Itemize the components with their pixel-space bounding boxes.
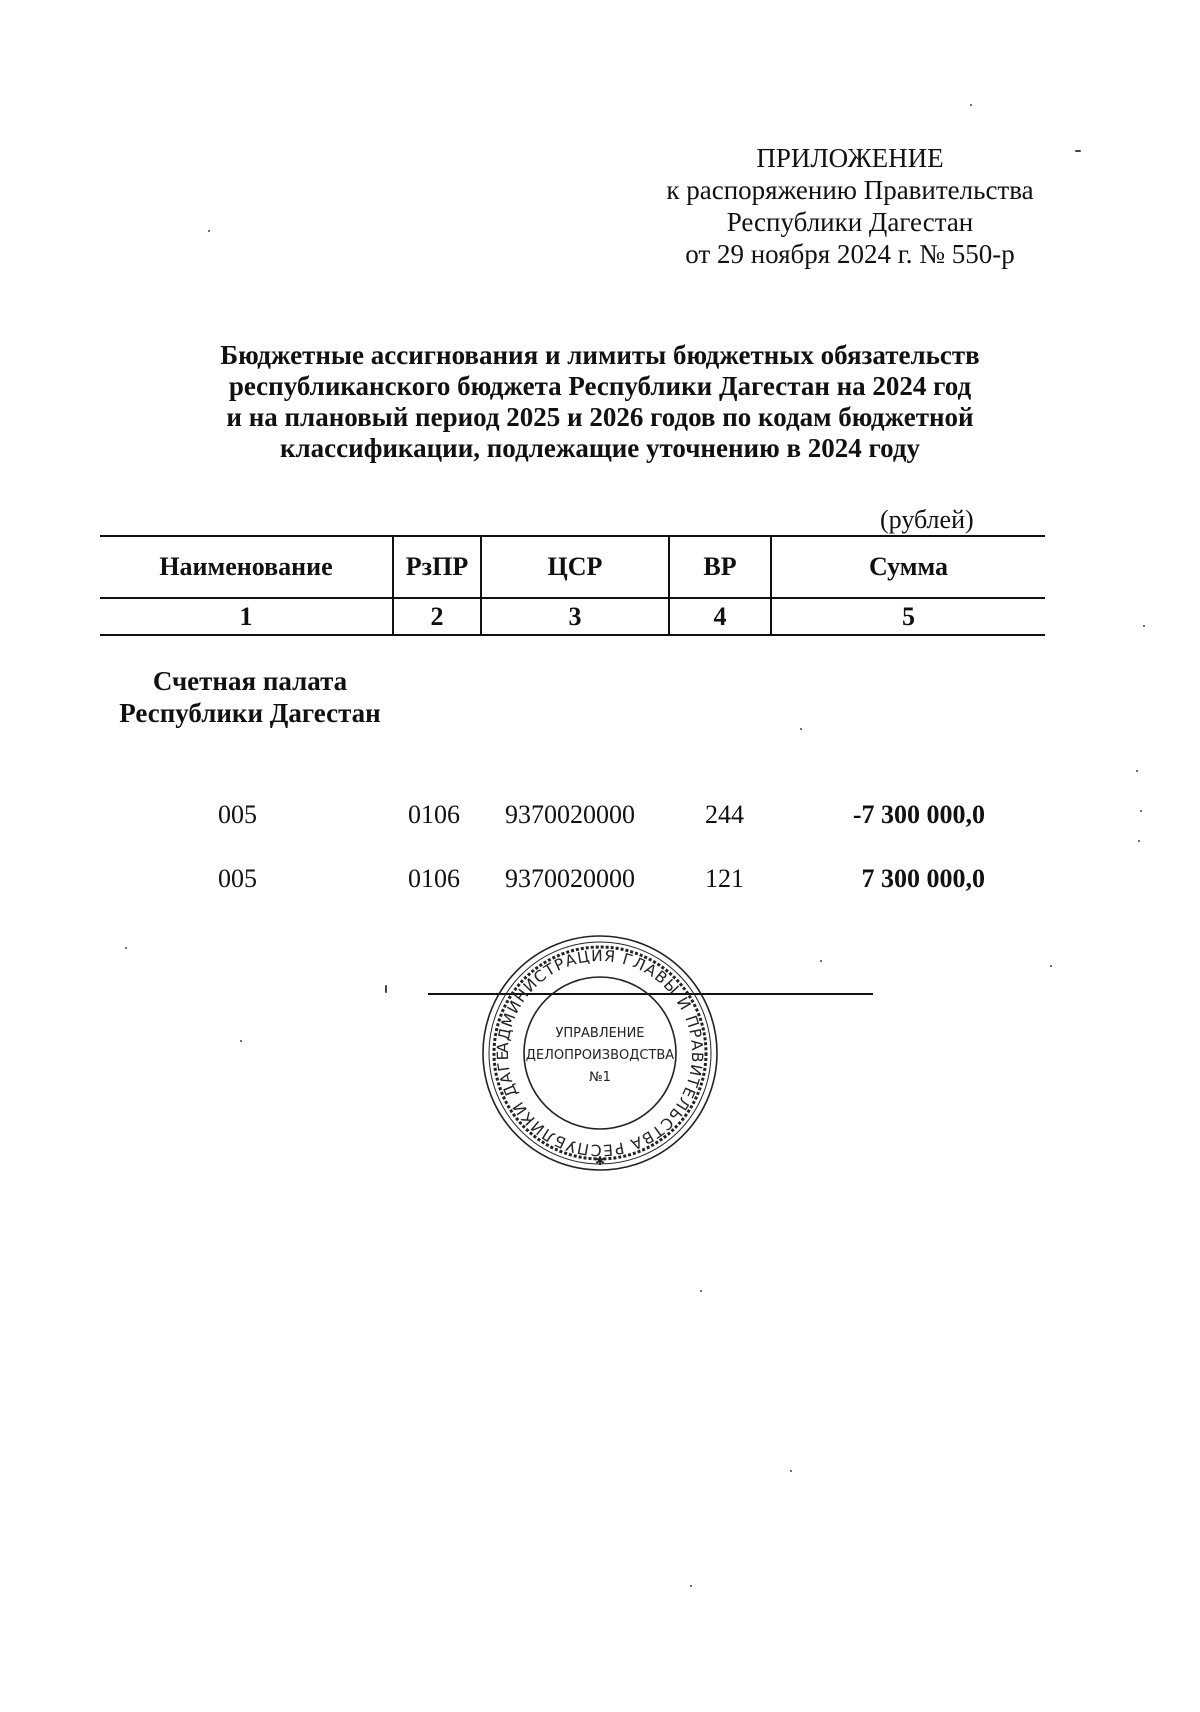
- appendix-header: [600, 142, 1100, 270]
- column-number: 1: [239, 601, 253, 631]
- scan-speck: [790, 1470, 792, 1472]
- column-number: 2: [430, 601, 444, 631]
- row-vr: 244: [705, 800, 744, 829]
- scan-speck: [125, 947, 127, 949]
- document-title: [160, 340, 1040, 464]
- official-stamp: [479, 932, 721, 1179]
- appendix-date-number: от 29 ноября 2024 г. № 550-р: [685, 239, 1015, 269]
- row-csr: 9370020000: [505, 800, 635, 829]
- stamp-line-2: ДЕЛОПРОИЗВОДСТВА: [525, 1048, 675, 1063]
- header-rzpr: РзПР: [405, 552, 469, 581]
- row-amount: -7 300 000,0: [852, 800, 985, 829]
- appendix-label: ПРИЛОЖЕНИЕ: [756, 143, 944, 173]
- column-number: 3: [568, 601, 582, 631]
- row-rzpr: 0106: [408, 800, 460, 829]
- title-line-3: и на плановый период 2025 и 2026 годов по кодам бюджетной: [226, 402, 974, 432]
- header-csr: ЦСР: [547, 552, 603, 581]
- scan-speck: [1050, 965, 1052, 967]
- row-vr: 121: [705, 864, 744, 893]
- organization-line-1: Счетная палата: [152, 666, 348, 696]
- scan-speck: [1075, 150, 1081, 152]
- stamp-line-3: №1: [589, 1070, 611, 1085]
- column-number: 5: [902, 601, 915, 631]
- row-amount: 7 300 000,0: [861, 864, 985, 893]
- scan-speck: [700, 1290, 702, 1292]
- title-line-2: республиканского бюджета Республики Дагестан на 2024 год: [228, 371, 972, 401]
- title-line-4: классификации, подлежащие уточнению в 2024 году: [279, 433, 921, 463]
- scan-speck: [1136, 770, 1138, 772]
- row-csr: 9370020000: [505, 864, 635, 893]
- svg-text:АДМИНИСТРАЦИЯ ГЛАВЫ И ПРАВИТЕЛ: [479, 932, 706, 1159]
- scan-speck: [1140, 810, 1142, 812]
- scan-speck: [690, 1585, 692, 1587]
- organization-name: [100, 665, 400, 729]
- scan-speck: [208, 230, 210, 232]
- scan-speck: [1143, 625, 1145, 627]
- scan-speck: [970, 104, 972, 106]
- organization-line-2: Республики Дагестан: [119, 698, 381, 728]
- scan-speck: [820, 960, 822, 962]
- header-sum: Сумма: [868, 552, 949, 581]
- scan-speck: [240, 1040, 242, 1042]
- row-rzpr: 0106: [408, 864, 460, 893]
- scan-speck: [385, 985, 387, 993]
- column-number: 4: [713, 601, 727, 631]
- table-row: [0, 800, 1200, 834]
- row-code: 005: [218, 800, 257, 829]
- appendix-order-ref: к распоряжению Правительства: [666, 175, 1034, 205]
- stamp-line-1: УПРАВЛЕНИЕ: [555, 1026, 645, 1041]
- stamp-ring-text: АДМИНИСТРАЦИЯ ГЛАВЫ И ПРАВИТЕЛЬСТВА РЕСПУБЛИКИ ДАГЕ: [493, 946, 707, 1160]
- scan-speck: [800, 728, 802, 730]
- stamp-star-icon: ✱: [594, 1154, 606, 1168]
- appendix-republic: Республики Дагестан: [726, 207, 974, 237]
- units-label: (рублей): [880, 505, 974, 534]
- header-name: Наименование: [159, 552, 333, 581]
- stamp-seal-icon: [479, 932, 721, 1174]
- row-code: 005: [218, 864, 257, 893]
- table-row: [0, 864, 1200, 898]
- table-bottom-border: [100, 634, 1045, 636]
- header-vr: ВР: [703, 552, 737, 581]
- title-line-1: Бюджетные ассигнования и лимиты бюджетных обязательств: [220, 340, 980, 370]
- scan-speck: [1138, 840, 1140, 842]
